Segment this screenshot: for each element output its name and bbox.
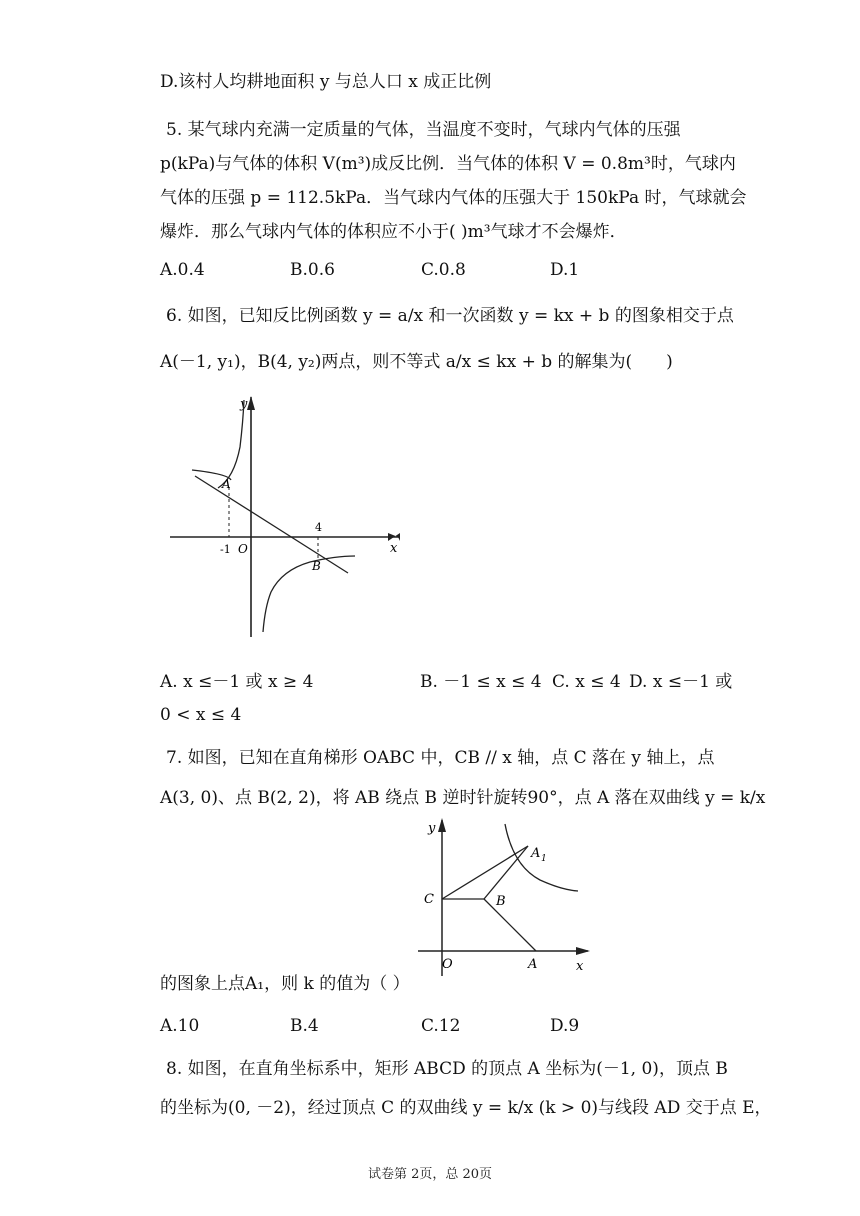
q6-option-c: C. x ≤ 4 bbox=[552, 672, 621, 692]
q5-option-b: B.0.6 bbox=[290, 260, 335, 280]
page-footer: 试卷第 2页，总 20页 bbox=[367, 1167, 493, 1182]
q6-option-d: D. x ≤－1 或 bbox=[629, 672, 733, 692]
q5-option-c: C.0.8 bbox=[421, 260, 466, 280]
fig7-point-b: B bbox=[496, 894, 506, 909]
fig7-point-a1: A bbox=[531, 846, 541, 861]
q6-option-b: B. －1 ≤ x ≤ 4 bbox=[420, 672, 542, 692]
fig7-y-label: y bbox=[428, 821, 436, 836]
q6-option-a: A. x ≤－1 或 x ≥ 4 bbox=[160, 672, 314, 692]
fig7-point-a1-subscript: 1 bbox=[541, 854, 547, 864]
question-5: 5. 某气球内充满一定质量的气体，当温度不变时，气球内气体的压强 bbox=[166, 120, 681, 140]
question-7: 7. 如图，已知在直角梯形 OABC 中，CB // x 轴，点 C 落在 y 轴上，点 bbox=[166, 748, 715, 768]
q5-option-d: D.1 bbox=[550, 260, 580, 280]
text-line: 爆炸．那么气球内气体的体积应不小于( )m³气球才不会爆炸． bbox=[160, 222, 627, 242]
text-line: A(3, 0)、点 B(2, 2)，将 AB 绕点 B 逆时针旋转90°，点 A 落在双曲线 y = k/x bbox=[160, 788, 766, 808]
fig6-origin: O bbox=[238, 542, 248, 556]
fig7-point-a: A bbox=[528, 957, 538, 972]
question-6: 6. 如图，已知反比例函数 y = a/x 和一次函数 y = kx + b 的图象相交于点 bbox=[166, 306, 734, 326]
fig7-origin: O bbox=[442, 957, 453, 972]
text-line: 0 < x ≤ 4 bbox=[160, 705, 242, 725]
fig7-x-label: x bbox=[576, 959, 584, 974]
text-line: p(kPa)与气体的体积 V(m³)成反比例．当气体的体积 V = 0.8m³时，气球内 bbox=[160, 154, 736, 174]
fig6-x-label: x bbox=[390, 541, 398, 556]
text-line: A(－1, y₁)，B(4, y₂)两点，则不等式 a/x ≤ kx + b 的解集为( ) bbox=[160, 352, 673, 372]
q5-option-a: A.0.4 bbox=[160, 260, 205, 280]
fig6-point-a: A bbox=[222, 477, 231, 491]
text-line: 气体的压强 p = 112.5kPa．当气球内气体的压强大于 150kPa 时，气球就会 bbox=[160, 188, 747, 208]
fig6-tick-4: 4 bbox=[315, 521, 322, 534]
q7-figure bbox=[410, 814, 600, 980]
q7-option-a: A.10 bbox=[160, 1016, 200, 1036]
fig7-point-c: C bbox=[424, 892, 434, 907]
fig6-tick-minus1: -1 bbox=[220, 543, 231, 556]
question-8: 8. 如图，在直角坐标系中，矩形 ABCD 的顶点 A 坐标为(－1, 0)，顶点 B bbox=[166, 1059, 728, 1079]
q7-option-b: B.4 bbox=[290, 1016, 319, 1036]
fig6-y-label: y bbox=[240, 397, 248, 412]
q7-option-d: D.9 bbox=[550, 1016, 580, 1036]
text-line: D.该村人均耕地面积 y 与总人口 x 成正比例 bbox=[160, 72, 492, 92]
q6-figure bbox=[170, 392, 410, 642]
q7-option-c: C.12 bbox=[421, 1016, 461, 1036]
fig6-point-b: B bbox=[312, 559, 321, 573]
text-line: 的坐标为(0, －2)，经过顶点 C 的双曲线 y = k/x (k > 0)与线段 AD 交于点 E， bbox=[160, 1098, 772, 1118]
text-line: 的图象上点A₁，则 k 的值为（ ） bbox=[160, 974, 410, 994]
